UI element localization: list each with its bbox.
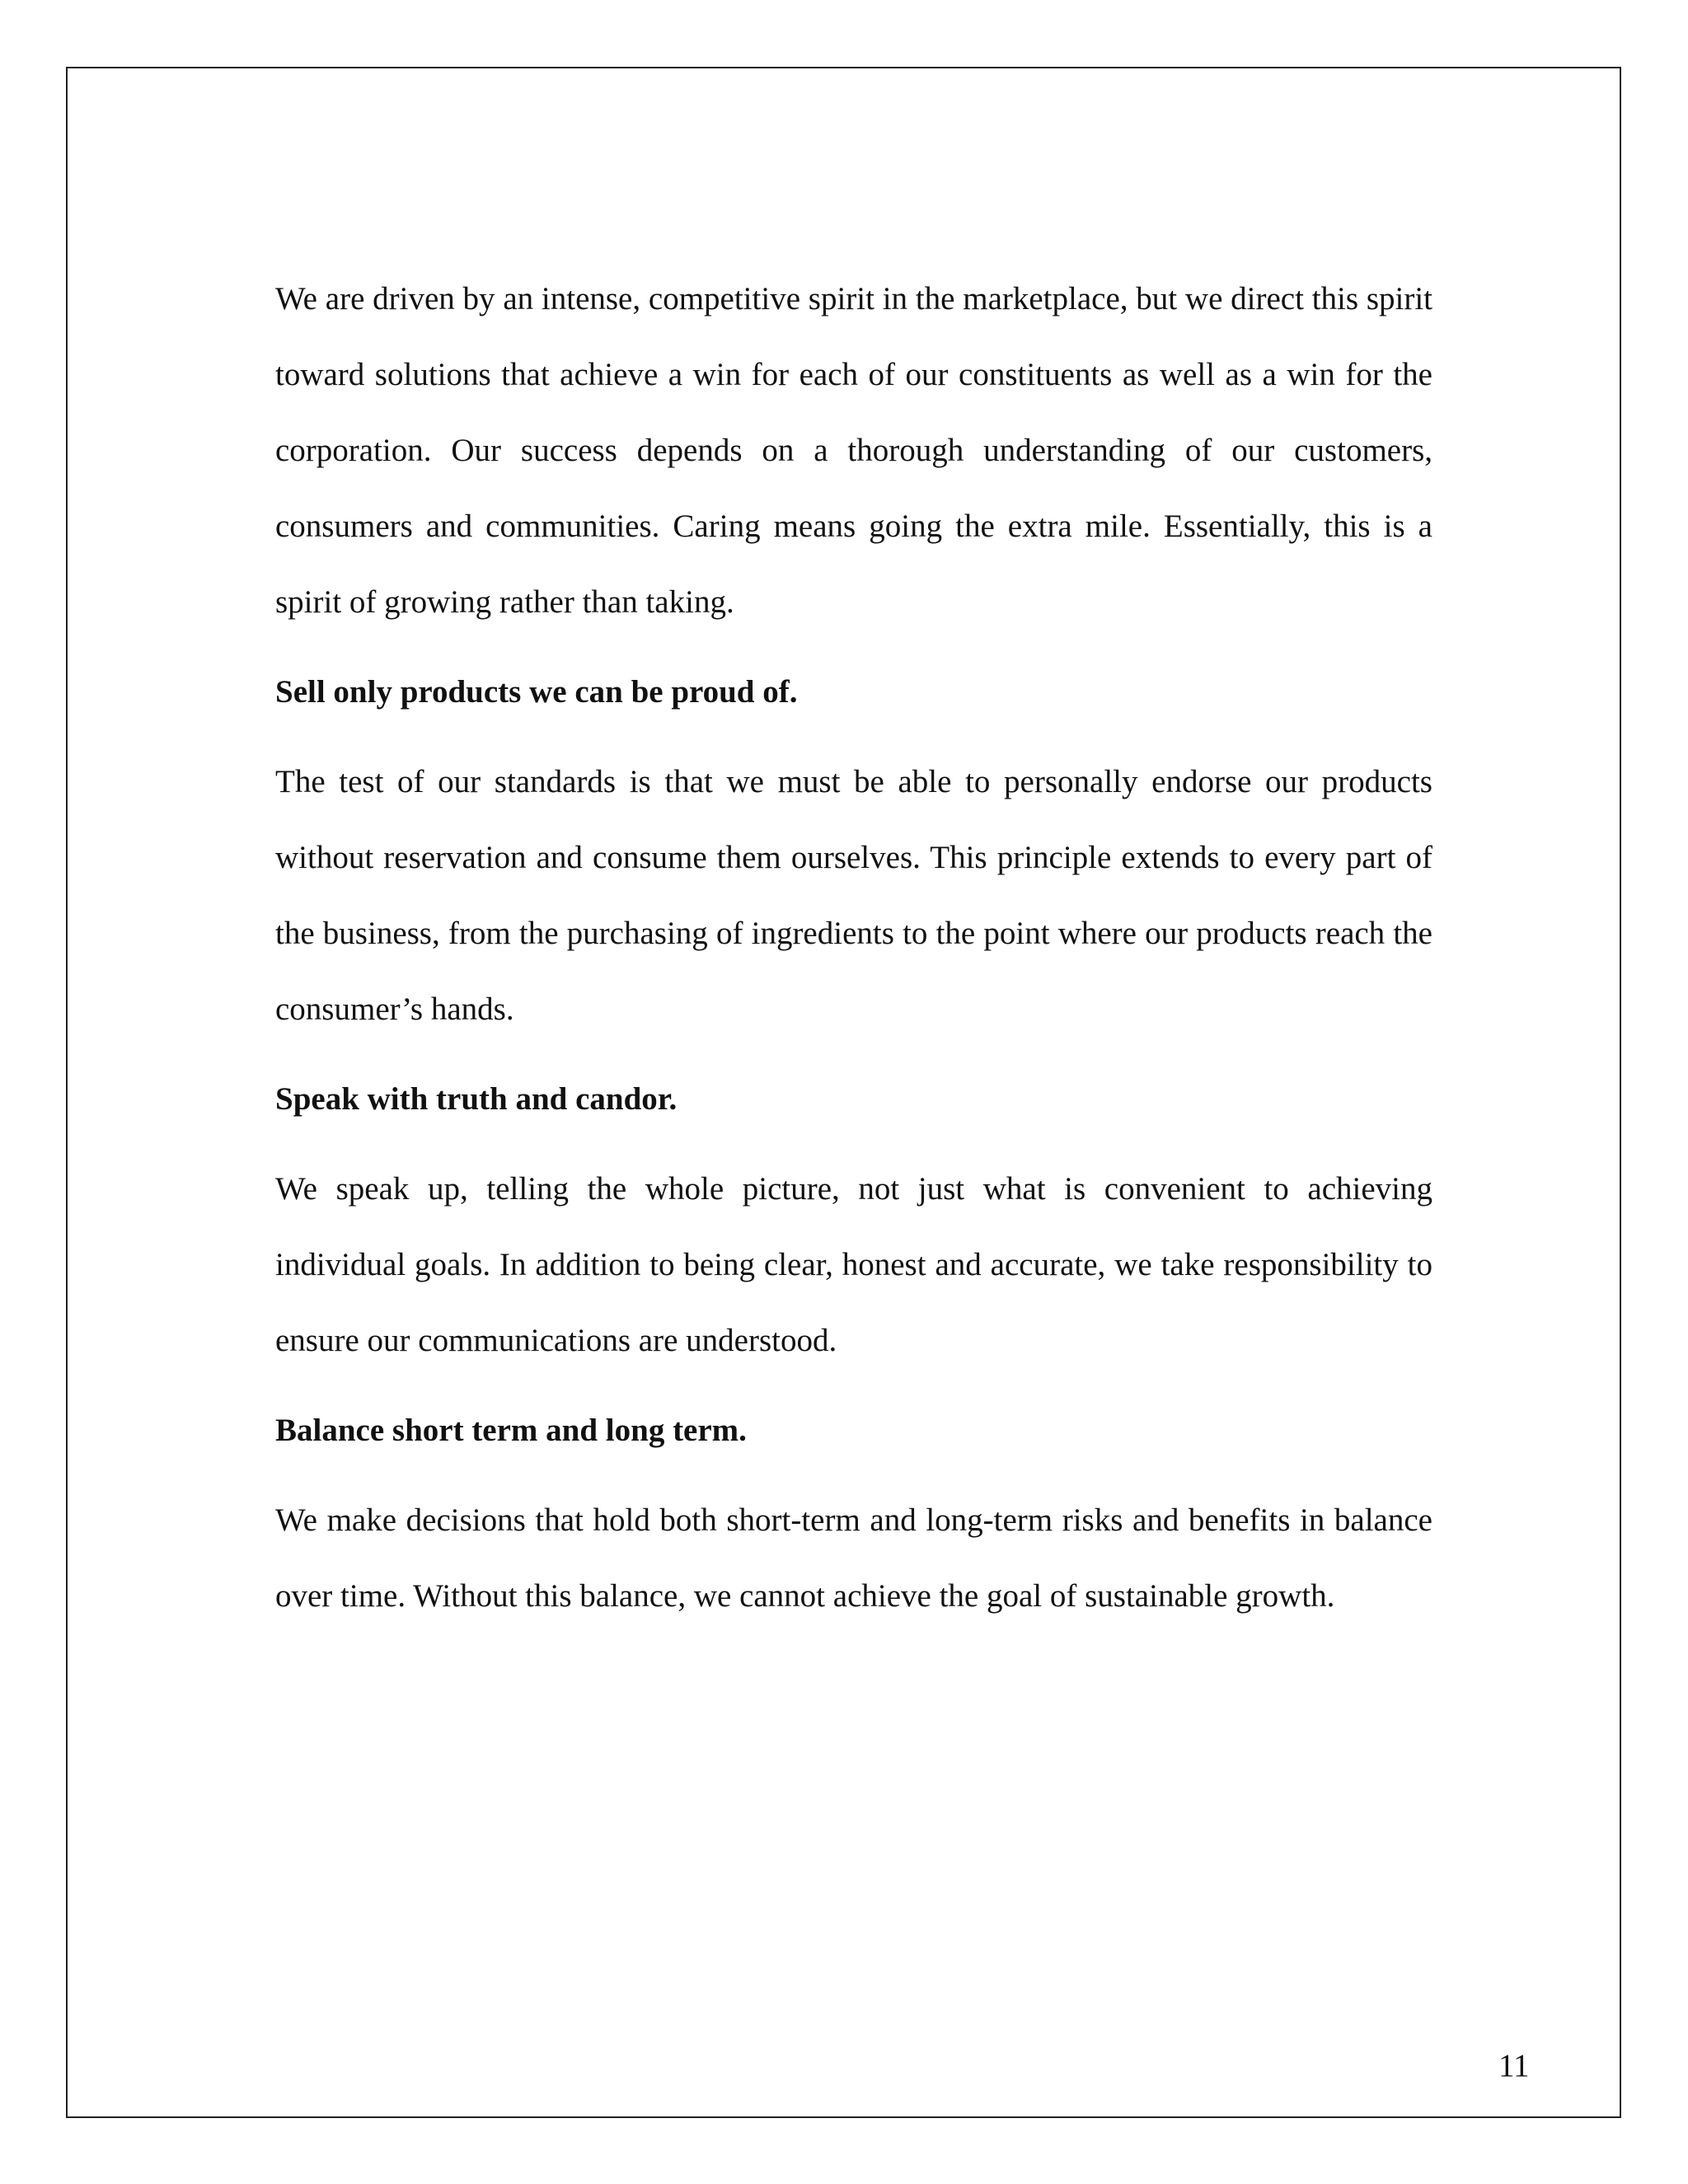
heading-sell-products: Sell only products we can be proud of. bbox=[275, 674, 798, 710]
document-body bbox=[275, 261, 1432, 1648]
page-number: 11 bbox=[1498, 2048, 1530, 2083]
paragraph-standards: The test of our standards is that we must be able to personally endorse our products without reservation and consume them ourselves. This principle extends to every part of the business, from the purchasing of ingredients to the point where our products reach the consumer’s hands. bbox=[275, 764, 1432, 1027]
paragraph-balance: We make decisions that hold both short-term and long-term risks and benefits in balance over time. Without this balance, we cannot achieve the goal of sustainable growth. bbox=[275, 1502, 1432, 1614]
heading-balance-term: Balance short term and long term. bbox=[275, 1413, 747, 1448]
paragraph-competitive-spirit: We are driven by an intense, competitive spirit in the marketplace, but we direct this spirit toward solutions that achieve a win for each of our constituents as well as a win for the corporation. Our success depends on a thorough understanding of our customers, consumers and communities. Caring means going the extra mile. Essentially, this is a spirit of growing rather than taking. bbox=[275, 281, 1432, 620]
paragraph-speak-up: We speak up, telling the whole picture, not just what is convenient to achieving individual goals. In addition to being clear, honest and accurate, we take responsibility to ensure our communications are understood. bbox=[275, 1171, 1432, 1358]
heading-truth-candor: Speak with truth and candor. bbox=[275, 1081, 678, 1117]
